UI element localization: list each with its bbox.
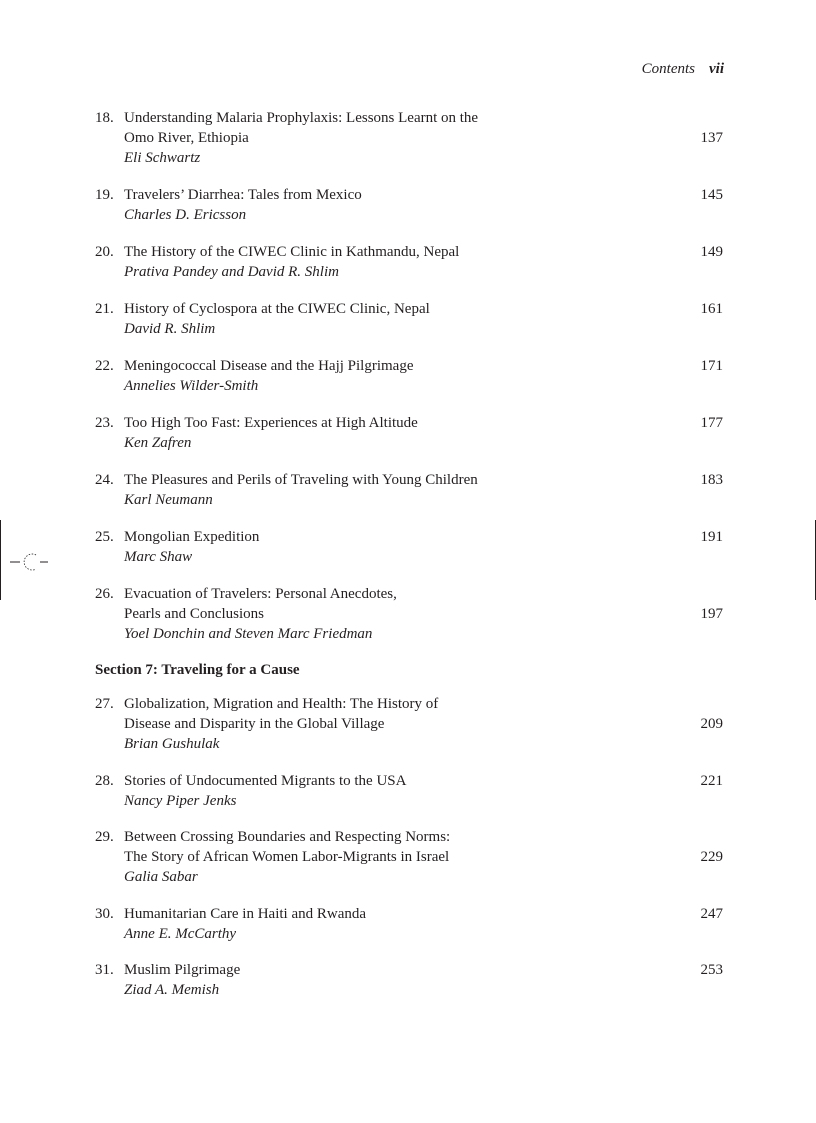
chapter-title-line: Pearls and Conclusions: [124, 606, 264, 622]
chapter-author: Nancy Piper Jenks: [124, 793, 237, 809]
toc-entry: [95, 960, 723, 1000]
chapter-author: Eli Schwartz: [124, 150, 201, 166]
page-number: 191: [700, 529, 723, 545]
page-number: 149: [700, 244, 723, 260]
chapter-author: Prativa Pandey and David R. Shlim: [124, 264, 339, 280]
chapter-author: Galia Sabar: [124, 869, 198, 885]
page-number: 253: [700, 962, 723, 978]
chapter-number: 19.: [95, 187, 114, 203]
chapter-author: Karl Neumann: [124, 492, 213, 508]
toc-entry: [95, 299, 723, 339]
chapter-title-line: Travelers’ Diarrhea: Tales from Mexico: [124, 187, 362, 203]
chapter-title-line: Meningococcal Disease and the Hajj Pilgrimage: [124, 358, 414, 374]
chapter-author: Anne E. McCarthy: [124, 926, 237, 942]
chapter-title-line: Evacuation of Travelers: Personal Anecdotes,: [124, 586, 397, 602]
toc-entry: [95, 584, 723, 644]
toc-entry: [95, 242, 723, 282]
chapter-title-line: Stories of Undocumented Migrants to the USA: [124, 773, 407, 789]
page-number: 171: [700, 358, 723, 374]
page-number: 221: [700, 773, 723, 789]
page-number: 197: [700, 606, 723, 622]
running-header-page-number: vii: [709, 61, 724, 77]
toc-entry: [95, 694, 723, 754]
page-number: 247: [700, 906, 723, 922]
page-number: 161: [700, 301, 723, 317]
page-number: 177: [700, 415, 723, 431]
chapter-title-line: The History of the CIWEC Clinic in Kathmandu, Nepal: [124, 244, 460, 260]
chapter-title-line: The Story of African Women Labor-Migrants in Israel: [124, 849, 450, 865]
chapter-title-line: Muslim Pilgrimage: [124, 962, 241, 978]
chapter-author: Marc Shaw: [124, 549, 193, 565]
chapter-number: 27.: [95, 696, 114, 712]
chapter-number: 26.: [95, 586, 114, 602]
page-number: 145: [700, 187, 723, 203]
chapter-title-line: Globalization, Migration and Health: The History of: [124, 696, 439, 712]
toc-entry: [95, 904, 723, 944]
chapter-number: 29.: [95, 829, 114, 845]
page-number: 137: [700, 130, 723, 146]
chapter-number: 28.: [95, 773, 114, 789]
page-number: 183: [700, 472, 723, 488]
chapter-title-line: Understanding Malaria Prophylaxis: Lessons Learnt on the: [124, 110, 479, 126]
chapter-author: Annelies Wilder-Smith: [124, 378, 259, 394]
chapter-number: 18.: [95, 110, 114, 126]
chapter-number: 21.: [95, 301, 114, 317]
chapter-title-line: Between Crossing Boundaries and Respecting Norms:: [124, 829, 451, 845]
chapter-title-line: Disease and Disparity in the Global Village: [124, 716, 385, 732]
chapter-number: 31.: [95, 962, 114, 978]
page-number: 229: [700, 849, 723, 865]
chapter-title-line: History of Cyclospora at the CIWEC Clinic, Nepal: [124, 301, 430, 317]
chapter-number: 30.: [95, 906, 114, 922]
running-header-label: Contents: [641, 61, 695, 77]
running-header: [642, 61, 724, 78]
chapter-author: Ziad A. Memish: [124, 982, 220, 998]
chapter-author: Ken Zafren: [124, 435, 192, 451]
chapter-number: 24.: [95, 472, 114, 488]
crop-mark-left: [0, 520, 1, 600]
chapter-title-line: Humanitarian Care in Haiti and Rwanda: [124, 906, 367, 922]
registration-mark-icon: [10, 549, 50, 575]
toc-entry: [95, 470, 723, 510]
toc-entry: [95, 827, 723, 887]
chapter-title-line: The Pleasures and Perils of Traveling with Young Children: [124, 472, 478, 488]
page-number: 209: [700, 716, 723, 732]
chapter-number: 20.: [95, 244, 114, 260]
chapter-number: 23.: [95, 415, 114, 431]
toc-entry: [95, 413, 723, 453]
chapter-author: David R. Shlim: [124, 321, 216, 337]
chapter-title-line: Mongolian Expedition: [124, 529, 260, 545]
chapter-author: Charles D. Ericsson: [124, 207, 247, 223]
chapter-number: 25.: [95, 529, 114, 545]
toc-entry: [95, 356, 723, 396]
toc-entry: [95, 771, 723, 811]
chapter-number: 22.: [95, 358, 114, 374]
section-heading: Section 7: Traveling for a Cause: [95, 662, 300, 678]
toc-entry: [95, 527, 723, 567]
chapter-author: Brian Gushulak: [124, 736, 220, 752]
chapter-author: Yoel Donchin and Steven Marc Friedman: [124, 626, 373, 642]
chapter-title-line: Too High Too Fast: Experiences at High Altitude: [124, 415, 418, 431]
chapter-title-line: Omo River, Ethiopia: [124, 130, 249, 146]
toc-entry: [95, 108, 723, 168]
toc-entry: [95, 185, 723, 225]
